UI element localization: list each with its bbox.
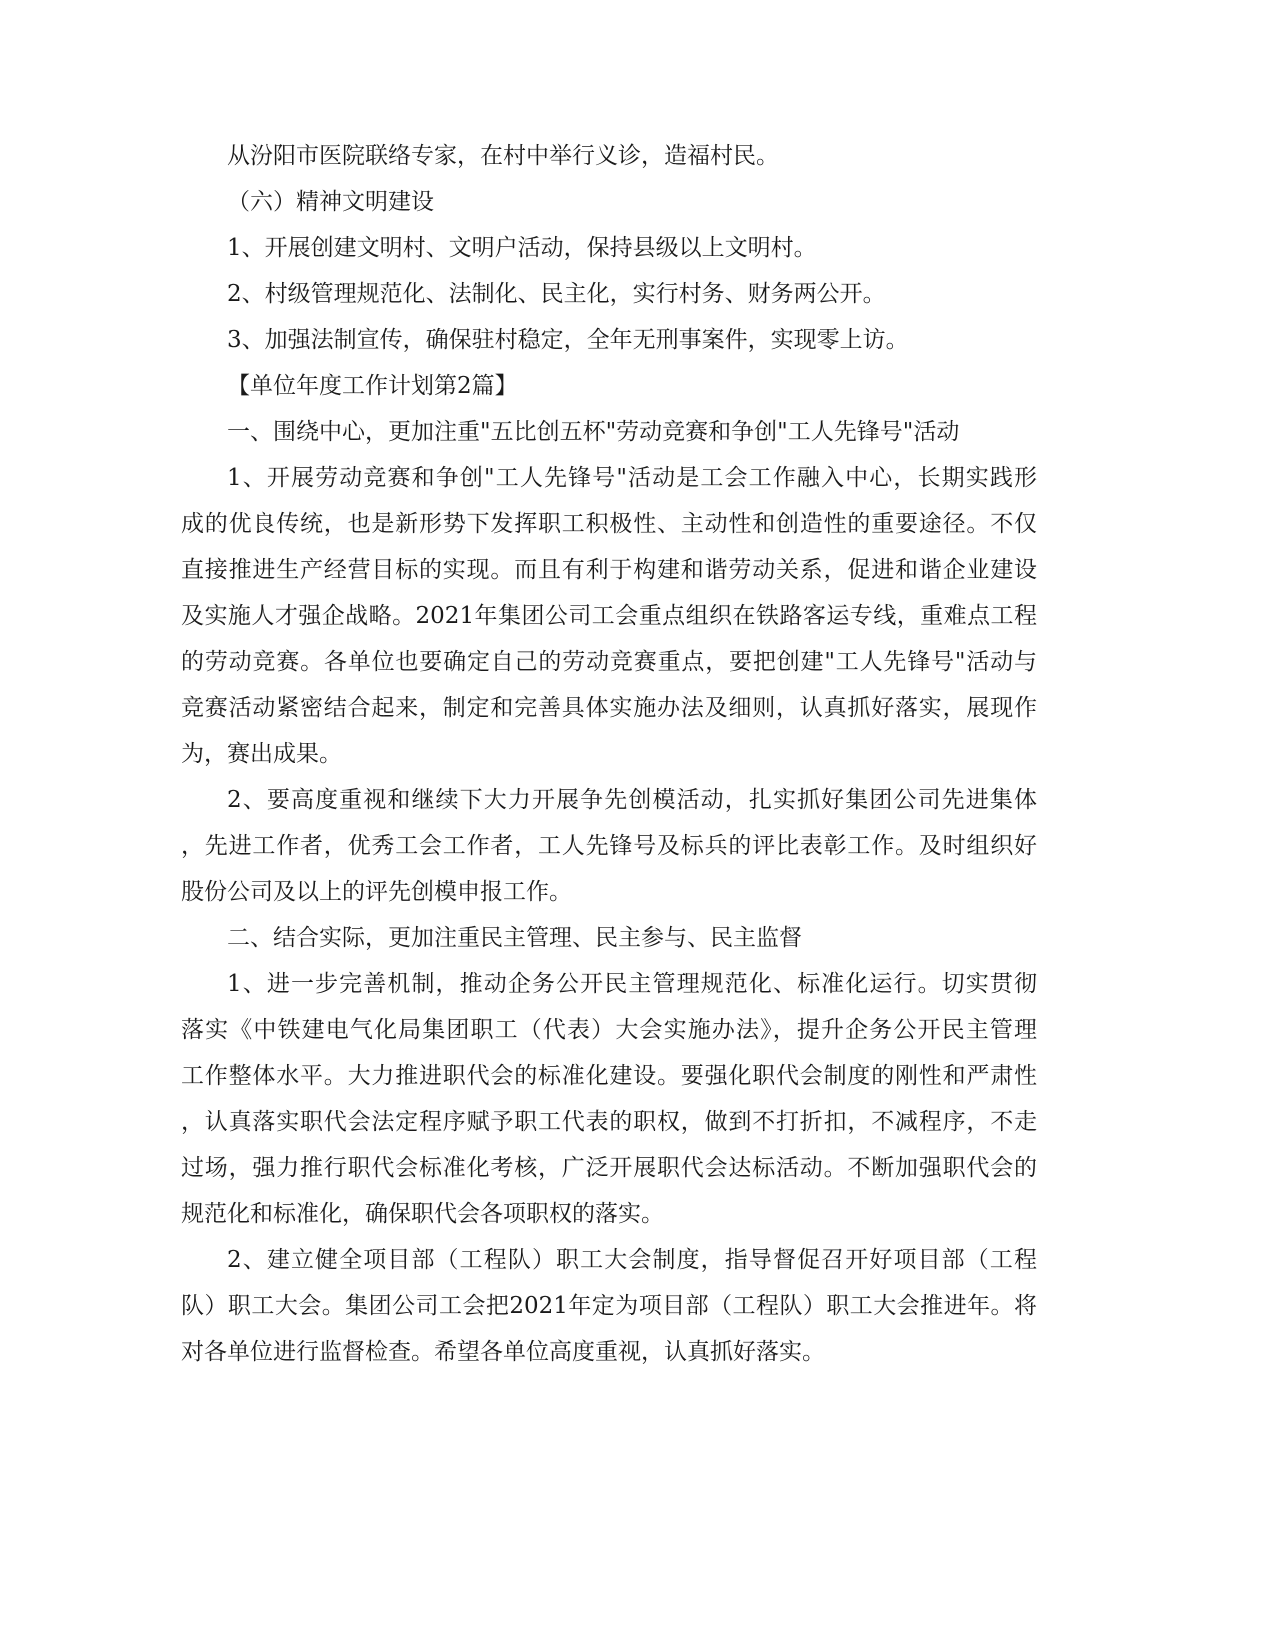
paragraph-p12: [181, 1237, 1037, 1375]
text-line: 股份公司及以上的评先创模申报工作。: [181, 879, 572, 905]
text-line: 为，赛出成果。: [181, 741, 342, 767]
text-line: 2、要高度重视和继续下大力开展争先创模活动，扎实抓好集团公司先进集体: [227, 787, 1037, 813]
text-line: 二、结合实际，更加注重民主管理、民主参与、民主监督: [227, 925, 802, 951]
paragraph-p2: [181, 179, 1037, 225]
text-line: 3、加强法制宣传，确保驻村稳定，全年无刑事案件，实现零上访。: [227, 327, 909, 353]
text-line: 成的优良传统，也是新形势下发挥职工积极性、主动性和创造性的重要途径。不仅: [181, 511, 1037, 537]
paragraph-p10: [181, 915, 1037, 961]
document-page: [181, 133, 1037, 1375]
text-line: 从汾阳市医院联络专家，在村中举行义诊，造福村民。: [227, 143, 779, 169]
text-line: 【单位年度工作计划第2篇】: [227, 373, 518, 399]
paragraph-p1: [181, 133, 1037, 179]
text-line: 直接推进生产经营目标的实现。而且有利于构建和谐劳动关系，促进和谐企业建设: [181, 557, 1037, 583]
text-line: 一、围绕中心，更加注重"五比创五杯"劳动竞赛和争创"工人先锋号"活动: [227, 419, 960, 445]
text-line: ，先进工作者，优秀工会工作者，工人先锋号及标兵的评比表彰工作。及时组织好: [181, 833, 1037, 859]
text-line: 1、开展劳动竞赛和争创"工人先锋号"活动是工会工作融入中心，长期实践形: [227, 465, 1037, 491]
paragraph-p11: [181, 961, 1037, 1237]
text-line: 工作整体水平。大力推进职代会的标准化建设。要强化职代会制度的刚性和严肃性: [181, 1063, 1037, 1089]
paragraph-p8: [181, 455, 1037, 777]
paragraph-p7: [181, 409, 1037, 455]
text-line: 及实施人才强企战略。2021年集团公司工会重点组织在铁路客运专线，重难点工程: [181, 603, 1037, 629]
text-line: 竞赛活动紧密结合起来，制定和完善具体实施办法及细则，认真抓好落实，展现作: [181, 695, 1037, 721]
paragraph-p3: [181, 225, 1037, 271]
text-line: ，认真落实职代会法定程序赋予职工代表的职权，做到不打折扣，不减程序，不走: [181, 1109, 1037, 1135]
text-line: （六）精神文明建设: [227, 189, 434, 215]
text-line: 2、建立健全项目部（工程队）职工大会制度，指导督促召开好项目部（工程: [227, 1247, 1037, 1273]
paragraph-p5: [181, 317, 1037, 363]
paragraph-p4: [181, 271, 1037, 317]
text-line: 1、开展创建文明村、文明户活动，保持县级以上文明村。: [227, 235, 817, 261]
text-line: 的劳动竞赛。各单位也要确定自己的劳动竞赛重点，要把创建"工人先锋号"活动与: [181, 649, 1037, 675]
text-line: 落实《中铁建电气化局集团职工（代表）大会实施办法》，提升企务公开民主管理: [181, 1017, 1037, 1043]
paragraph-p9: [181, 777, 1037, 915]
text-line: 2、村级管理规范化、法制化、民主化，实行村务、财务两公开。: [227, 281, 886, 307]
text-line: 对各单位进行监督检查。希望各单位高度重视，认真抓好落实。: [181, 1339, 825, 1365]
text-line: 队）职工大会。集团公司工会把2021年定为项目部（工程队）职工大会推进年。将: [181, 1293, 1037, 1319]
text-line: 规范化和标准化，确保职代会各项职权的落实。: [181, 1201, 664, 1227]
text-line: 1、进一步完善机制，推动企务公开民主管理规范化、标准化运行。切实贯彻: [227, 971, 1037, 997]
paragraph-p6: [181, 363, 1037, 409]
text-line: 过场，强力推行职代会标准化考核，广泛开展职代会达标活动。不断加强职代会的: [181, 1155, 1037, 1181]
